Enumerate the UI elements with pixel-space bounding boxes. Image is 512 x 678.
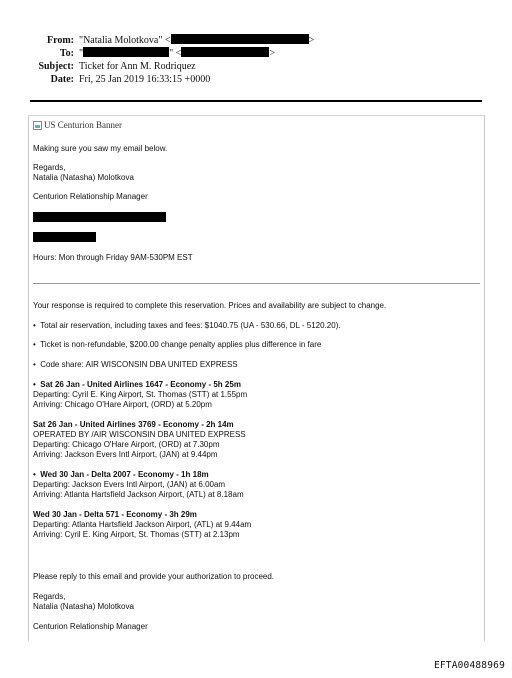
signer-name: Natalia (Natasha) Molotkova (33, 173, 134, 182)
from-close: > (308, 35, 315, 46)
bullet-text: Ticket is non-refundable, $200.00 change penalty applies plus difference in fare (40, 340, 322, 349)
from-value (79, 34, 314, 47)
banner-alt-text: US Centurion Banner (44, 120, 122, 130)
document-id: EFTA00488969 (433, 660, 505, 671)
flight-title: Wed 30 Jan - Delta 571 - Economy - 3h 29m (33, 510, 197, 519)
to-open: " (79, 48, 84, 59)
header-divider (30, 100, 482, 102)
flight-title (33, 470, 209, 480)
flight-title: Sat 26 Jan - United Airlines 3769 - Economy - 2h 14m (33, 420, 234, 429)
regards-text: Regards, (33, 592, 66, 601)
redaction-bar (33, 232, 96, 242)
hours-text: Hours: Mon through Friday 9AM-530PM EST (33, 253, 193, 262)
to-mid: " < (169, 48, 182, 59)
signer-title: Centurion Relationship Manager (33, 192, 148, 201)
broken-image-icon (33, 121, 42, 130)
section-divider (33, 283, 480, 284)
to-value (79, 47, 275, 60)
signer-title: Centurion Relationship Manager (33, 622, 148, 631)
flight-detail: Arriving: Cyril E. King Airport, St. Thomas (STT) at 2.13pm (33, 530, 240, 539)
banner-image (33, 120, 122, 130)
signer-name: Natalia (Natasha) Molotkova (33, 602, 134, 611)
bullet-item: • Ticket is non-refundable, $200.00 change penalty applies plus difference in fare (33, 340, 322, 349)
subject-label: Subject: (38, 61, 74, 72)
flight-detail: Arriving: Atlanta Hartsfield Jackson Airport, (ATL) at 8.18am (33, 490, 244, 499)
redaction-bar (33, 212, 166, 222)
redaction-bar (83, 47, 169, 57)
to-close: > (269, 48, 275, 59)
flight-detail: Departing: Chicago O'Hare Airport, (ORD) at 7.30pm (33, 440, 220, 449)
from-name: "Natalia Molotkova" < (79, 35, 171, 46)
redaction-bar (171, 34, 309, 44)
flight-title-text: Sat 26 Jan - United Airlines 1647 - Economy - 5h 25m (40, 380, 241, 389)
bullet-item: • Total air reservation, including taxes and fees: $1040.75 (UA - 530.66, DL - 5120.20). (33, 321, 341, 330)
from-label: From: (46, 35, 74, 46)
flight-detail: OPERATED BY /AIR WISCONSIN DBA UNITED EXPRESS (33, 430, 246, 439)
flight-detail: Departing: Atlanta Hartsfield Jackson Airport, (ATL) at 9.44am (33, 520, 252, 529)
bullet-text: Total air reservation, including taxes and fees: $1040.75 (UA - 530.66, DL - 5120.20). (40, 321, 341, 330)
response-note: Your response is required to complete this reservation. Prices and availability are subject to change. (33, 301, 387, 310)
closing-text: Please reply to this email and provide your authorization to proceed. (33, 572, 275, 581)
to-label: To: (59, 48, 74, 59)
date-value: Fri, 25 Jan 2019 16:33:15 +0000 (79, 74, 211, 85)
flight-detail: Arriving: Jackson Evers Intl Airport, (JAN) at 9.44pm (33, 450, 218, 459)
flight-bullet: • (33, 470, 36, 479)
subject-value: Ticket for Ann M. Rodriquez (79, 61, 196, 72)
bullet-item: • Code share: AIR WISCONSIN DBA UNITED EXPRESS (33, 360, 238, 369)
message-body (28, 115, 485, 641)
redaction-bar (181, 47, 269, 57)
flight-bullet: • (33, 380, 36, 389)
flight-detail: Arriving: Chicago O'Hare Airport, (ORD) at 5.20pm (33, 400, 212, 409)
flight-title (33, 380, 241, 390)
flight-detail: Departing: Cyril E. King Airport, St. Thomas (STT) at 1.55pm (33, 390, 248, 399)
bullet-text: Code share: AIR WISCONSIN DBA UNITED EXPRESS (40, 360, 238, 369)
flight-detail: Departing: Jackson Evers Intl Airport, (JAN) at 6.00am (33, 480, 226, 489)
regards-text: Regards, (33, 163, 66, 172)
intro-text: Making sure you saw my email below. (33, 144, 168, 153)
flight-title-text: Wed 30 Jan - Delta 2007 - Economy - 1h 18m (40, 470, 209, 479)
date-label: Date: (50, 74, 74, 85)
